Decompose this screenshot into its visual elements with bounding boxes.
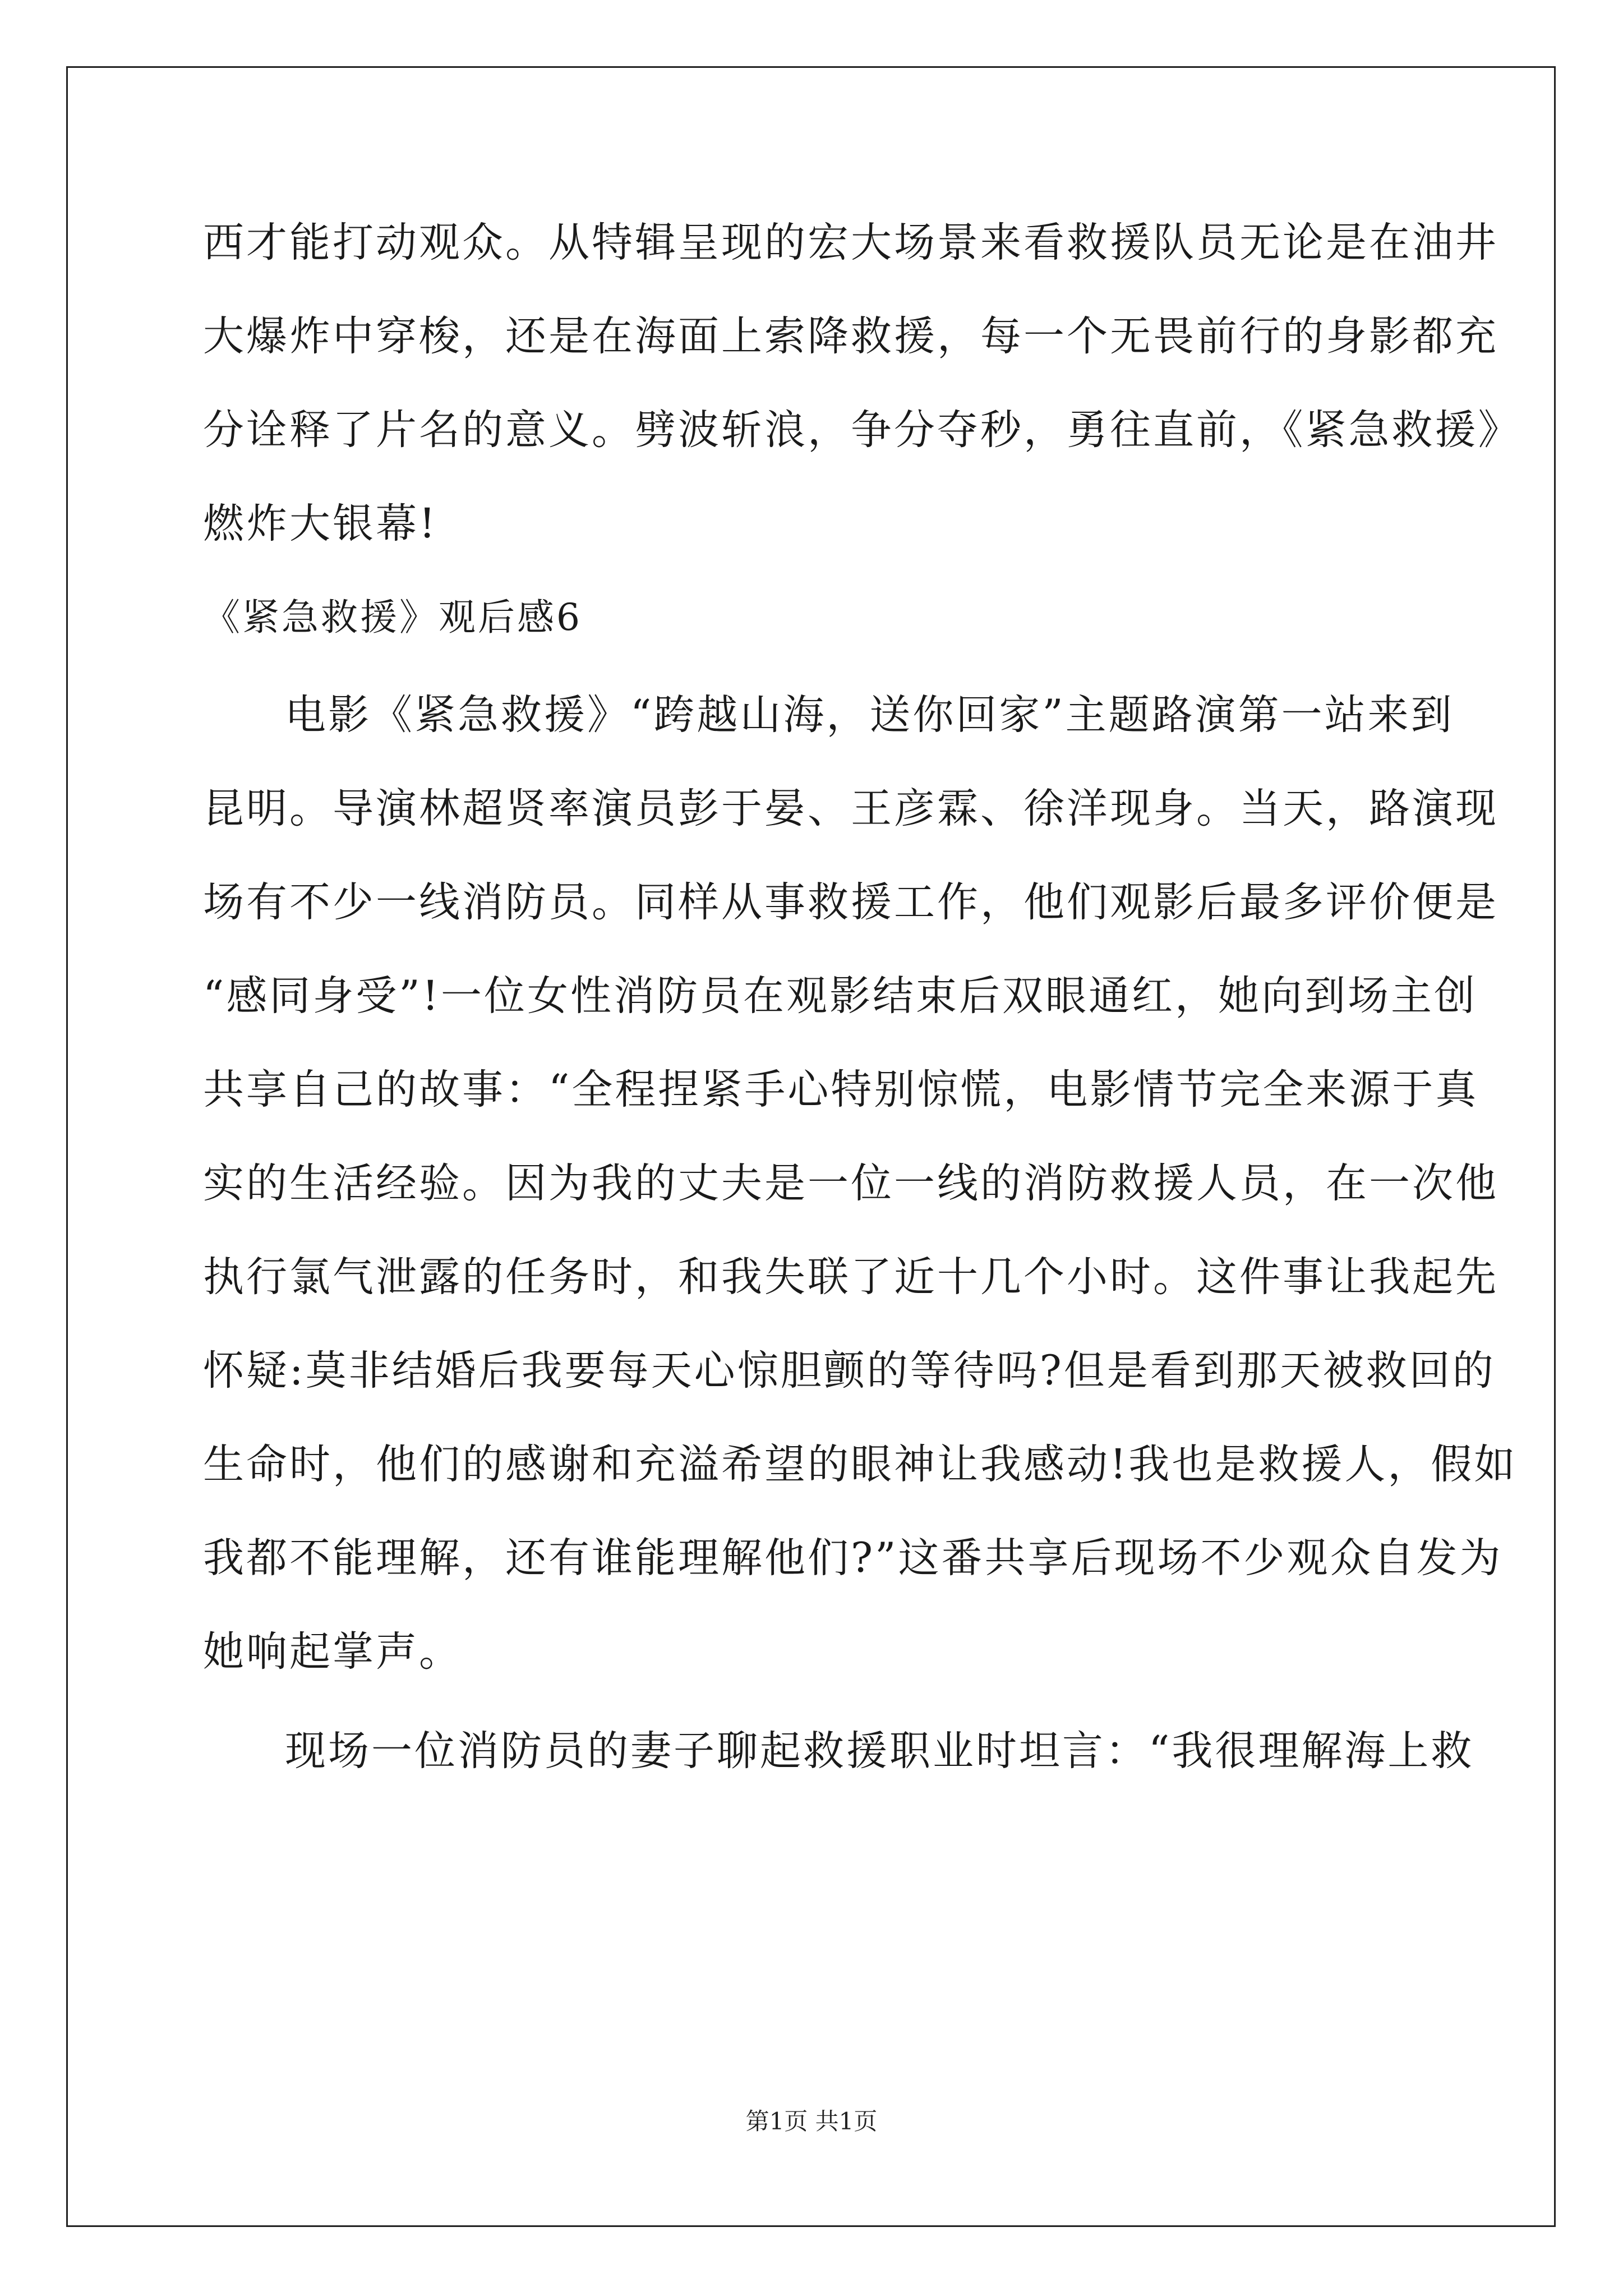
text-line: 现场一位消防员的妻子聊起救援职业时坦言：“我很理解海上救: [285, 1727, 1474, 1775]
section-heading: 《紧急救援》观后感6: [203, 596, 582, 639]
document-body: [203, 212, 1521, 1814]
paragraph: [203, 1720, 1474, 1814]
text-line: 怀疑:莫非结婚后我要每天心惊胆颤的等待吗?但是看到那天被救回的: [203, 1347, 1496, 1395]
text-line: 电影《紧急救援》“跨越山海，送你回家”主题路演第一站来到: [285, 691, 1454, 739]
paragraph: [203, 684, 1518, 1715]
text-line: 她响起掌声。: [203, 1628, 462, 1676]
text-line: 共享自己的故事：“全程捏紧手心特别惊慌，电影情节完全来源于真: [203, 1066, 1479, 1114]
paragraph-continuation: [203, 212, 1521, 587]
page-number: 第1页 共1页: [745, 2108, 878, 2135]
text-line: 大爆炸中穿梭，还是在海面上索降救援，每一个无畏前行的身影都充: [203, 312, 1498, 360]
text-line: 昆明。导演林超贤率演员彭于晏、王彦霖、徐洋现身。当天，路演现: [203, 785, 1498, 832]
text-line: 执行氯气泄露的任务时，和我失联了近十几个小时。这件事让我起先: [203, 1253, 1498, 1301]
text-line: 分诠释了片名的意义。劈波斩浪，争分夺秒，勇往直前，《紧急救援》: [203, 406, 1521, 454]
text-line: 生命时，他们的感谢和充溢希望的眼神让我感动!我也是救援人，假如: [203, 1441, 1518, 1488]
text-line: 场有不少一线消防员。同样从事救援工作，他们观影后最多评价便是: [203, 878, 1498, 926]
text-line: 西才能打动观众。从特辑呈现的宏大场景来看救援队员无论是在油井: [203, 219, 1498, 266]
text-line: 实的生活经验。因为我的丈夫是一位一线的消防救援人员，在一次他: [203, 1159, 1498, 1207]
text-line: “感同身受”!一位女性消防员在观影结束后双眼通红，她向到场主创: [203, 972, 1477, 1020]
text-line: 我都不能理解，还有谁能理解他们?”这番共享后现场不少观众自发为: [203, 1534, 1503, 1582]
text-line: 燃炸大银幕!: [203, 500, 438, 547]
